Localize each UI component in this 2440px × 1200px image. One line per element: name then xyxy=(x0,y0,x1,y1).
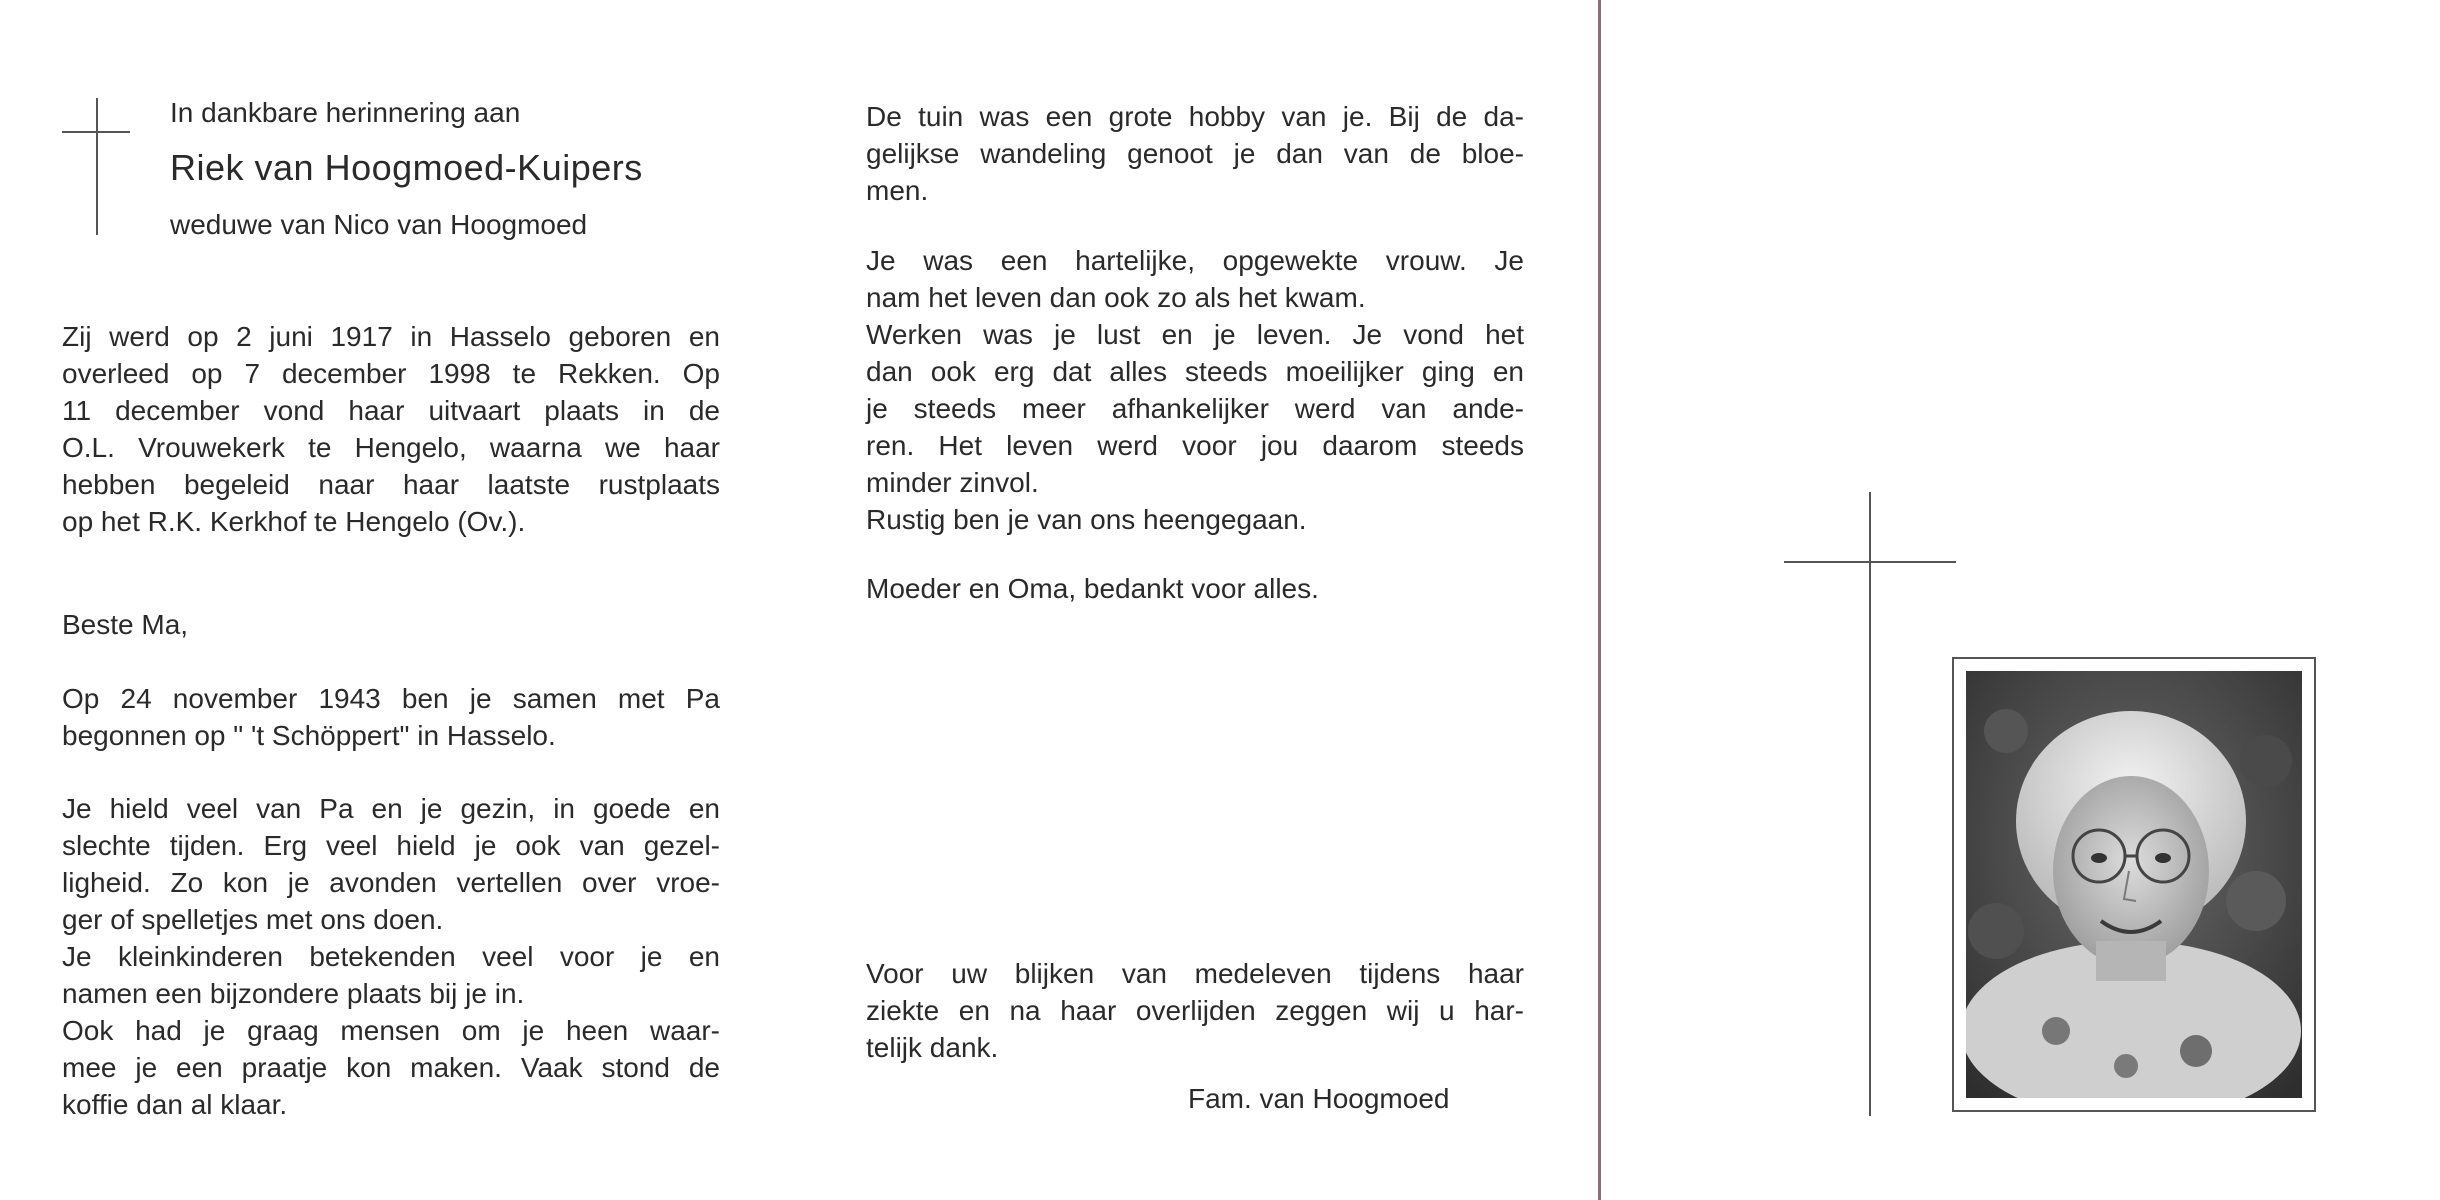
text-line: ger of spelletjes met ons doen. xyxy=(62,904,444,935)
middle-panel xyxy=(800,0,1600,1200)
intro-text: In dankbare herinnering aan xyxy=(170,97,521,128)
text-line: ren. Het leven werd voor jou daarom steeds xyxy=(866,430,1524,461)
text-line: minder zinvol. xyxy=(866,467,1039,498)
left-panel xyxy=(0,0,800,1200)
text-line: Voor uw blijken van medeleven tijdens haar xyxy=(866,958,1524,989)
character-paragraph xyxy=(866,242,1524,538)
portrait-photo-frame xyxy=(1952,657,2316,1112)
text-line: De tuin was een grote hobby van je. Bij de da- xyxy=(866,101,1524,132)
text-line: men. xyxy=(866,175,929,206)
text-line: telijk dank. xyxy=(866,1032,999,1063)
bio-paragraph xyxy=(62,318,720,540)
bio-line: overleed op 7 december 1998 te Rekken. Op xyxy=(62,358,720,389)
closing-line: Moeder en Oma, bedankt voor alles. xyxy=(866,573,1319,604)
text-line: dan ook erg dat alles steeds moeilijker ging en xyxy=(866,356,1524,387)
text-line: ziekte en na haar overlijden zeggen wij u har- xyxy=(866,995,1524,1026)
text-line: namen een bijzondere plaats bij je in. xyxy=(62,978,525,1009)
text-line: gelijkse wandeling genoot je dan van de bloe- xyxy=(866,138,1524,169)
text-line: mee je een praatje kon maken. Vaak stond de xyxy=(62,1052,720,1083)
text-line: Je hield veel van Pa en je gezin, in goede en xyxy=(62,793,720,824)
text-line: Je was een hartelijke, opgewekte vrouw. Je xyxy=(866,245,1524,276)
text-line: je steeds meer afhankelijker werd van ande- xyxy=(866,393,1524,424)
bio-line: O.L. Vrouwekerk te Hengelo, waarna we haar xyxy=(62,432,720,463)
deceased-name: Riek van Hoogmoed-Kuipers xyxy=(170,147,643,188)
text-line: Ook had je graag mensen om je heen waar- xyxy=(62,1015,720,1046)
bio-line: op het R.K. Kerkhof te Hengelo (Ov.). xyxy=(62,506,526,537)
text-line: koffie dan al klaar. xyxy=(62,1089,288,1120)
thanks-paragraph xyxy=(866,955,1524,1066)
garden-paragraph xyxy=(866,98,1524,209)
text-line: nam het leven dan ook zo als het kwam. xyxy=(866,282,1366,313)
bio-line: Zij werd op 2 juni 1917 in Hasselo geboren en xyxy=(62,321,720,352)
text-line: begonnen op " 't Schöppert" in Hasselo. xyxy=(62,720,556,751)
text-line: Rustig ben je van ons heengegaan. xyxy=(866,504,1307,535)
text-line: Je kleinkinderen betekenden veel voor je en xyxy=(62,941,720,972)
bio-line: 11 december vond haar uitvaart plaats in de xyxy=(62,395,720,426)
paragraph-2 xyxy=(62,790,720,1123)
text-line: Op 24 november 1943 ben je samen met Pa xyxy=(62,683,720,714)
text-line: ligheid. Zo kon je avonden vertellen over vroe- xyxy=(62,867,720,898)
paragraph-1 xyxy=(62,680,720,754)
text-line: Werken was je lust en je leven. Je vond het xyxy=(866,319,1524,350)
signature: Fam. van Hoogmoed xyxy=(1188,1083,1450,1114)
text-line: slechte tijden. Erg veel hield je ook van gezel- xyxy=(62,830,720,861)
widow-of-text: weduwe van Nico van Hoogmoed xyxy=(170,209,588,240)
bio-line: hebben begeleid naar haar laatste rustplaats xyxy=(62,469,720,500)
greeting: Beste Ma, xyxy=(62,609,189,640)
portrait-photo xyxy=(1966,671,2302,1098)
